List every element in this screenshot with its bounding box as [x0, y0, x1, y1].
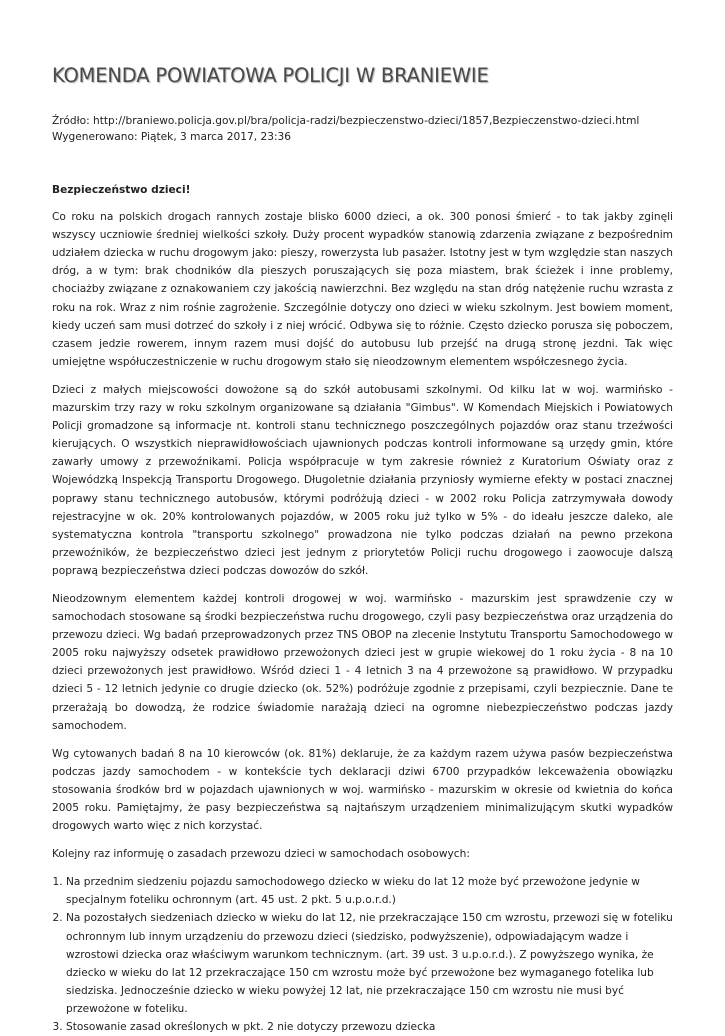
article-paragraph: Dzieci z małych miejscowości dowożone są do szkół autobusami szkolnymi. Od kilku lat w woj. warmińsko - mazurskim trzy razy w roku szkolnym organizowane są działania "Gimbus". W Komendach Miejskich i Powiatowych Policji gromadzone są informacje nt. kontroli stanu technicznego poszczególnych pojazdów oraz stanu trzeźwości kierujących. O wszystkich nieprawidłowościach ujawnionych podczas kontroli informowane są urzędy gmin, które zawarły umowy z przewoźnikami. Policja współpracuje w tym zakresie również z Kuratorium Oświaty oraz z Wojewódzką Inspekcją Transportu Drogowego. Długoletnie działania przyniosły wymierne efekty w postaci znacznej poprawy stanu technicznego autobusów, którymi podróżują dzieci - w 2002 roku Policja zatrzymywała dowody rejestracyjne w ok. 20% kontrolowanych pojazdów, w 2005 roku już tylko w 5% - do ideału jeszcze daleko, ale systematyczna kontrola "transportu szkolnego" prowadzona nie tylko podczas działań na pewno przekona przewoźników, że bezpieczeństwo dzieci jest jednym z priorytetów Policji ruchu drogowego i zaowocuje dalszą poprawą bezpieczeństwa dzieci podczas dowozów do szkół.	[52, 383, 673, 577]
article-heading: Bezpieczeństwo dzieci!	[52, 184, 191, 196]
source-line: Źródło: http://braniewo.policja.gov.pl/bra/policja-radzi/bezpieczenstwo-dzieci/1857,Bezpieczenstwo-dzieci.html	[52, 115, 640, 127]
list-item: 2. Na pozostałych siedzeniach dziecko w wieku do lat 12, nie przekraczające 150 cm wzrostu, przewozi się w foteliku ochronnym lub innym urządzeniu do przewozu dzieci (siedzisko, podwyższenie), odpowiadającym wadze i wzrostowi dziecka oraz właściwym warunkom technicznym. (art. 39 ust. 3 u.p.o.r.d.). Z powyższego wynika, że dziecko w wieku do lat 12 przekraczające 150 cm wzrostu może być przewożone bez wymaganego fotelika lub siedziska. Jednocześnie dziecko w wieku powyżej 12 lat, nie przekraczające 150 cm wzrostu nie musi być przewożone w foteliku.	[66, 909, 673, 1018]
article-paragraph: Co roku na polskich drogach rannych zostaje blisko 6000 dzieci, a ok. 300 ponosi śmierć - to tak jakby zginęli wszyscy uczniowie średniej wielkości szkoły. Duży procent wypadków stanowią zdarzenia związane z bezpośrednim udziałem dziecka w ruchu drogowym jako: pieszy, rowerzysta lub pasażer. Istotny jest w tym względzie stan naszych dróg, a w tym: brak chodników dla pieszych poruszających się poza miastem, brak ścieżek i inne problemy, chociażby związane z oznakowaniem czy jakością nawierzchni. Bez względu na stan dróg natężenie ruchu wzrasta z roku na rok. Wraz z nim rośnie zagrożenie. Szczególnie dotyczy ono dzieci w wieku szkolnym. Jest bowiem moment, kiedy uczeń sam musi dotrzeć do szkoły i z niej wrócić. Odbywa się to różnie. Często dziecko porusza się poboczem, czasem jedzie rowerem, innym razem musi dojść do autobusu lub przejść na drugą stronę jezdni. Tak więc umiejętne współuczestniczenie w ruchu drogowym stało się nieodzownym elementem współczesnego życia.	[52, 211, 673, 368]
generated-line: Wygenerowano: Piątek, 3 marca 2017, 23:36	[52, 131, 292, 143]
list-item: 3. Stosowanie zasad określonych w pkt. 2 nie dotyczy przewozu dziecka	[66, 1018, 673, 1036]
document-meta	[52, 113, 639, 145]
article-paragraph: Nieodzownym elementem każdej kontroli drogowej w woj. warmińsko - mazurskim jest sprawdzenie czy w samochodach stosowane są środki bezpieczeństwa ruchu drogowego, czyli pasy bezpieczeństwa oraz urządzenia do przewozu dzieci. Wg badań przeprowadzonych przez TNS OBOP na zlecenie Instytutu Transportu Samochodowego w 2005 roku najwyższy odsetek prawidłowo przewożonych dzieci jest w grupie wiekowej do 1 roku życia - 8 na 10 dzieci przewożonych jest prawidłowo. Wśród dzieci 1 - 4 letnich 3 na 4 przewożone są prawidłowo. W przypadku dzieci 5 - 12 letnich jedynie co drugie dziecko (ok. 52%) podróżuje zgodnie z przepisami, czyli bezpiecznie. Dane te przerażają bo dowodzą, że rodzice świadomie narażają dzieci na ogromne niebezpieczeństwo podczas jazdy samochodem.	[52, 592, 673, 732]
article-paragraph: Kolejny raz informuję o zasadach przewozu dzieci w samochodach osobowych:	[52, 848, 470, 861]
rules-list	[52, 873, 673, 1036]
article-body	[52, 181, 673, 1036]
page-title: KOMENDA POWIATOWA POLICJI W BRANIEWIE	[52, 64, 489, 87]
list-item: 1. Na przednim siedzeniu pojazdu samochodowego dziecko w wieku do lat 12 może być przewożone jedynie w specjalnym foteliku ochronnym (art. 45 ust. 2 pkt. 5 u.p.o.r.d.)	[66, 873, 673, 909]
article-paragraph: Wg cytowanych badań 8 na 10 kierowców (ok. 81%) deklaruje, że za każdym razem używa pasów bezpieczeństwa podczas jazdy samochodem - w kontekście tych deklaracji dziwi 6700 przypadków lekceważenia obowiązku stosowania środków brd w pojazdach ujawnionych w woj. warmińsko - mazurskim w okresie od kwietnia do końca 2005 roku. Pamiętajmy, że pasy bezpieczeństwa są najtańszym urządzeniem minimalizującym skutki wypadków drogowych warto więc z nich korzystać.	[52, 747, 673, 833]
